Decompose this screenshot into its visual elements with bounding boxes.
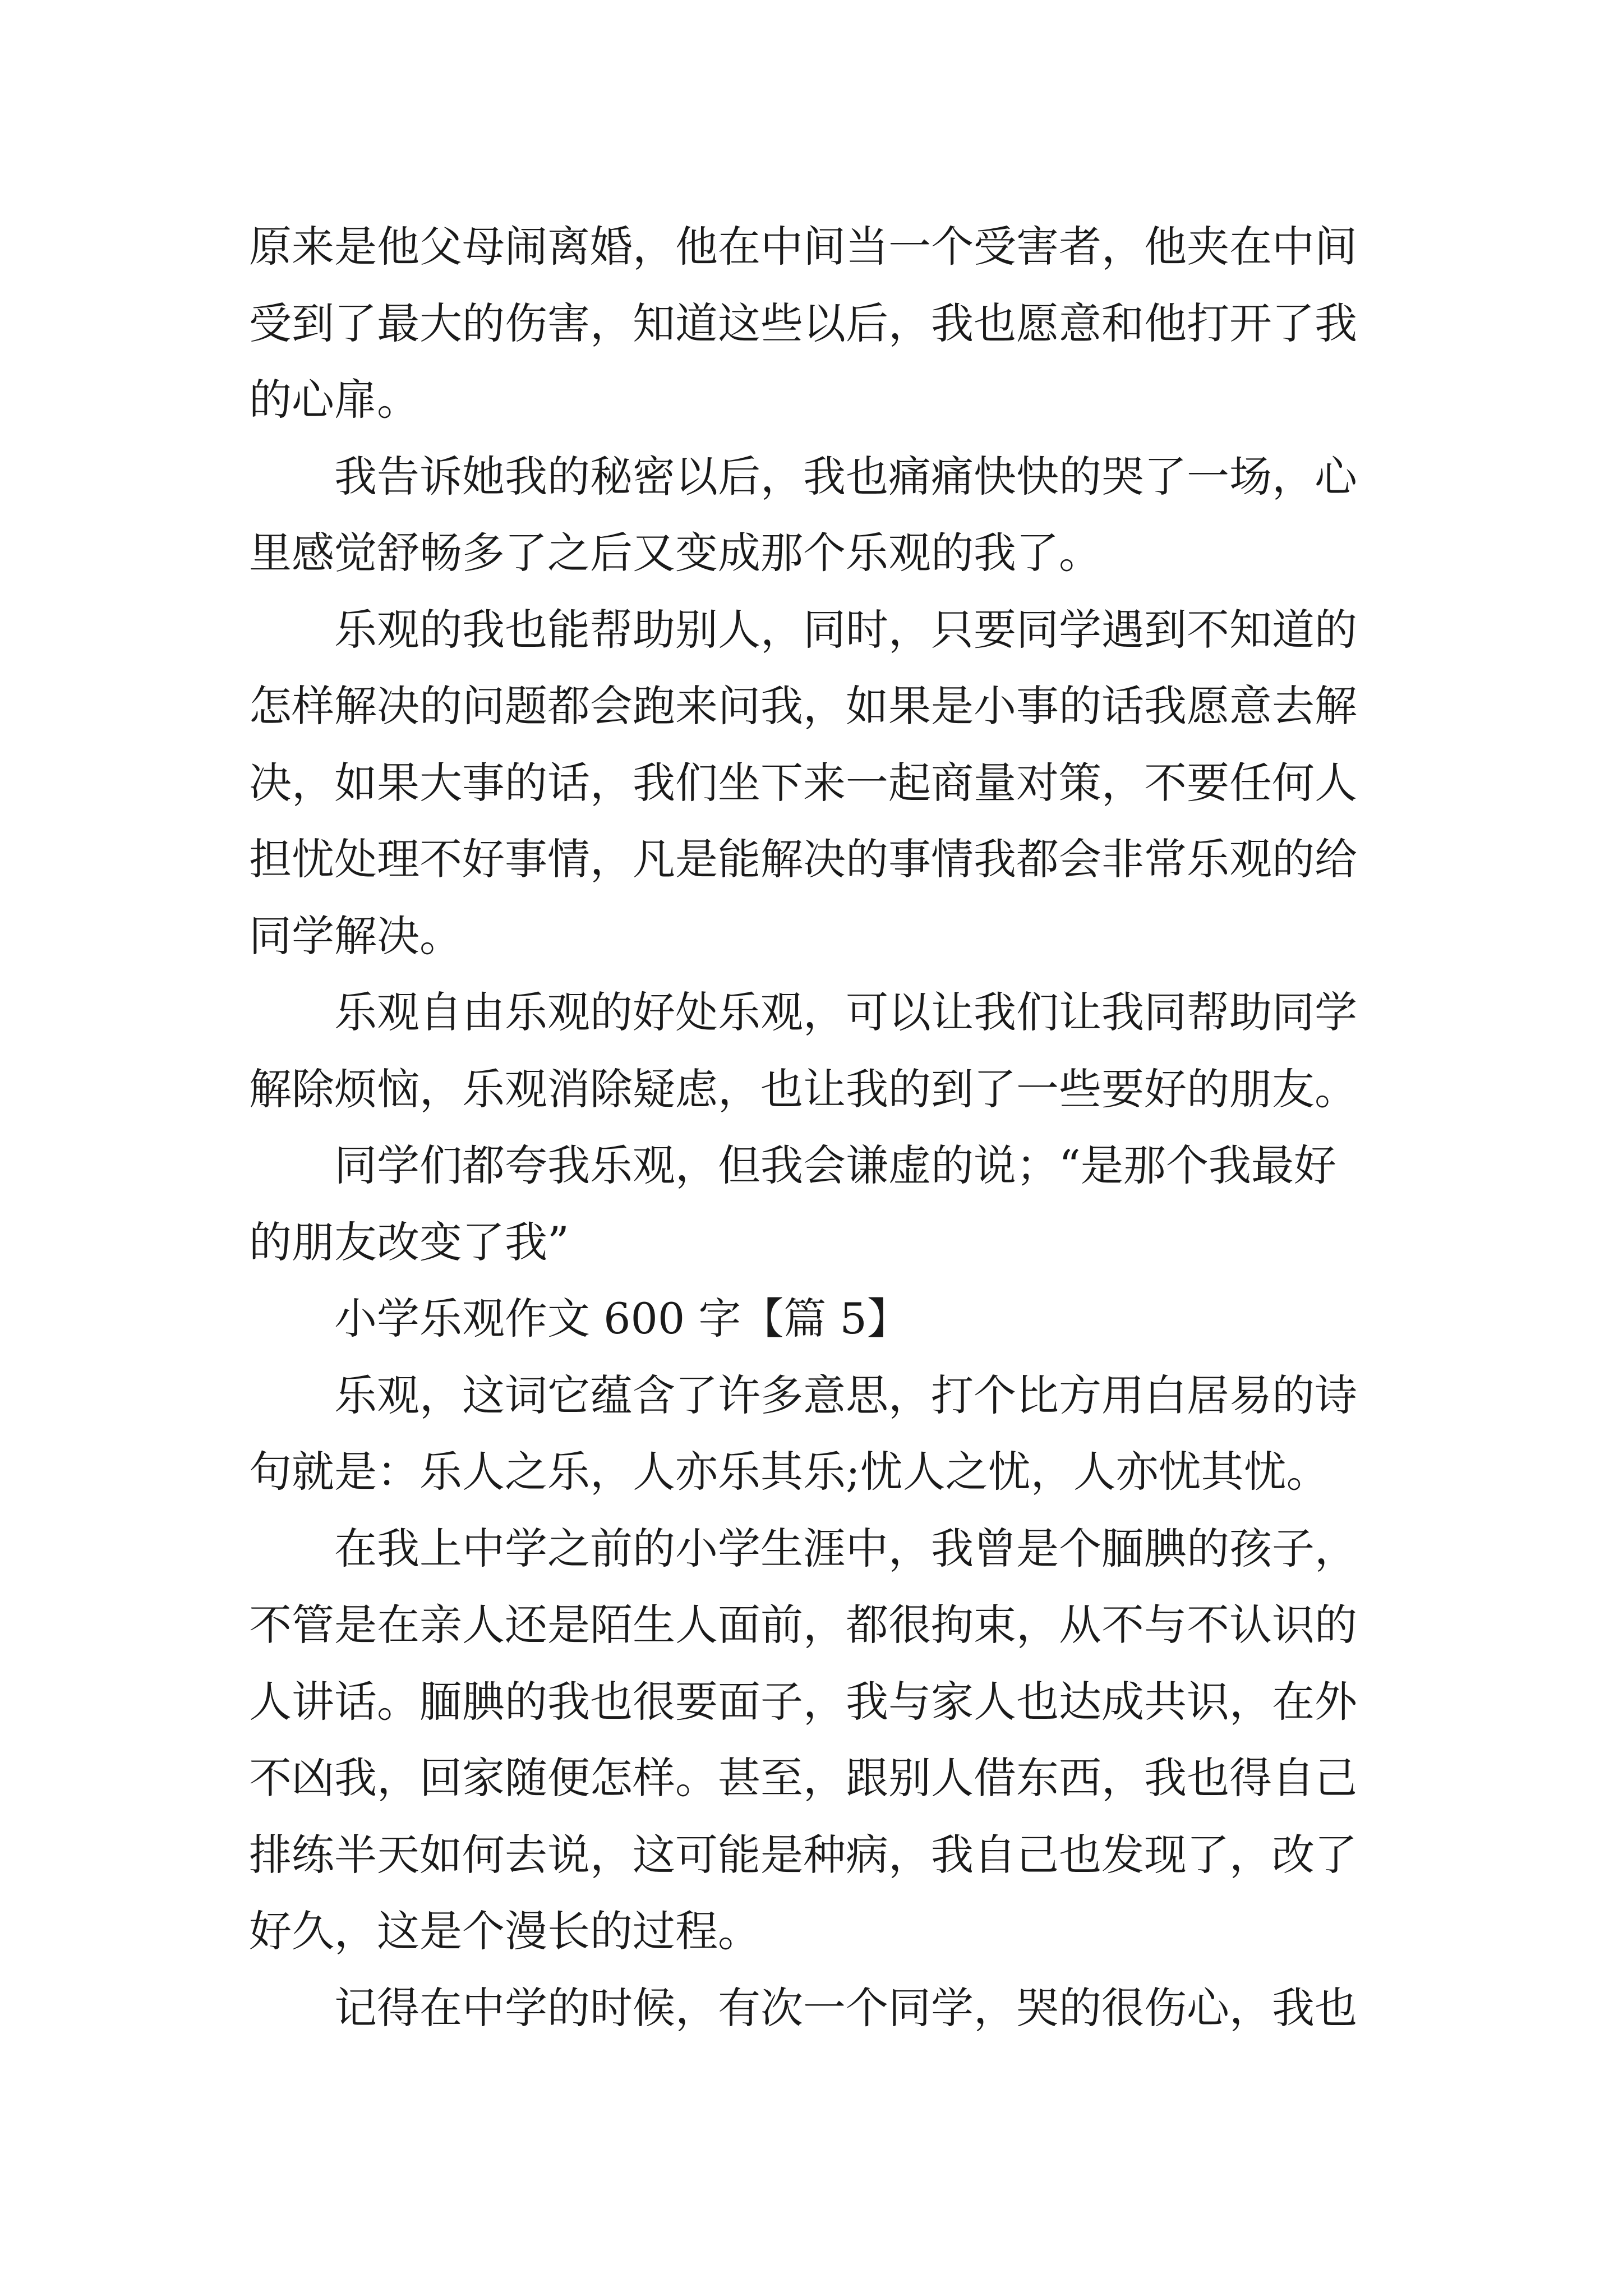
text-line: 不凶我，回家随便怎样。甚至，跟别人借东西，我也得自己 (249, 1753, 1357, 1803)
text-line: 决，如果大事的话，我们坐下来一起商量对策，不要任何人 (249, 757, 1357, 808)
text-line: 小学乐观作文 600 字【篇 5】 (334, 1294, 910, 1343)
text-line: 乐观自由乐观的好处乐观，可以让我们让我同帮助同学 (334, 987, 1357, 1037)
text-line: 受到了最大的伤害，知道这些以后，我也愿意和他打开了我 (249, 298, 1357, 348)
text-line: 里感觉舒畅多了之后又变成那个乐观的我了。 (249, 528, 1101, 578)
text-line: 的朋友改变了我” (249, 1217, 569, 1267)
text-line: 的心扉。 (249, 375, 419, 425)
text-line: 解除烦恼，乐观消除疑虑，也让我的到了一些要好的朋友。 (249, 1064, 1357, 1114)
text-line: 人讲话。腼腆的我也很要面子，我与家人也达成共识，在外 (249, 1676, 1357, 1727)
text-line: 我告诉她我的秘密以后，我也痛痛快快的哭了一场，心 (334, 451, 1357, 501)
text-line: 好久，这是个漫长的过程。 (249, 1906, 760, 1956)
text-line: 乐观的我也能帮助别人，同时，只要同学遇到不知道的 (334, 604, 1357, 655)
text-line: 同学解决。 (249, 910, 462, 961)
text-line: 记得在中学的时候，有次一个同学，哭的很伤心，我也 (334, 1982, 1357, 2033)
text-line: 句就是：乐人之乐，人亦乐其乐;忧人之忧，人亦忧其忧。 (249, 1447, 1329, 1497)
text-line: 同学们都夸我乐观，但我会谦虚的说；“是那个我最好 (334, 1140, 1336, 1190)
text-line: 排练半天如何去说，这可能是种病，我自己也发现了，改了 (249, 1829, 1357, 1880)
text-line: 乐观，这词它蕴含了许多意思，打个比方用白居易的诗 (334, 1370, 1357, 1420)
text-line: 担忧处理不好事情，凡是能解决的事情我都会非常乐观的给 (249, 834, 1357, 884)
text-line: 在我上中学之前的小学生涯中，我曾是个腼腆的孩子， (334, 1523, 1357, 1573)
text-line: 不管是在亲人还是陌生人面前，都很拘束，从不与不认识的 (249, 1600, 1357, 1650)
document-body (249, 209, 1381, 2046)
text-line: 原来是他父母闹离婚，他在中间当一个受害者，他夹在中间 (249, 222, 1357, 272)
text-line: 怎样解决的问题都会跑来问我，如果是小事的话我愿意去解 (249, 681, 1357, 731)
